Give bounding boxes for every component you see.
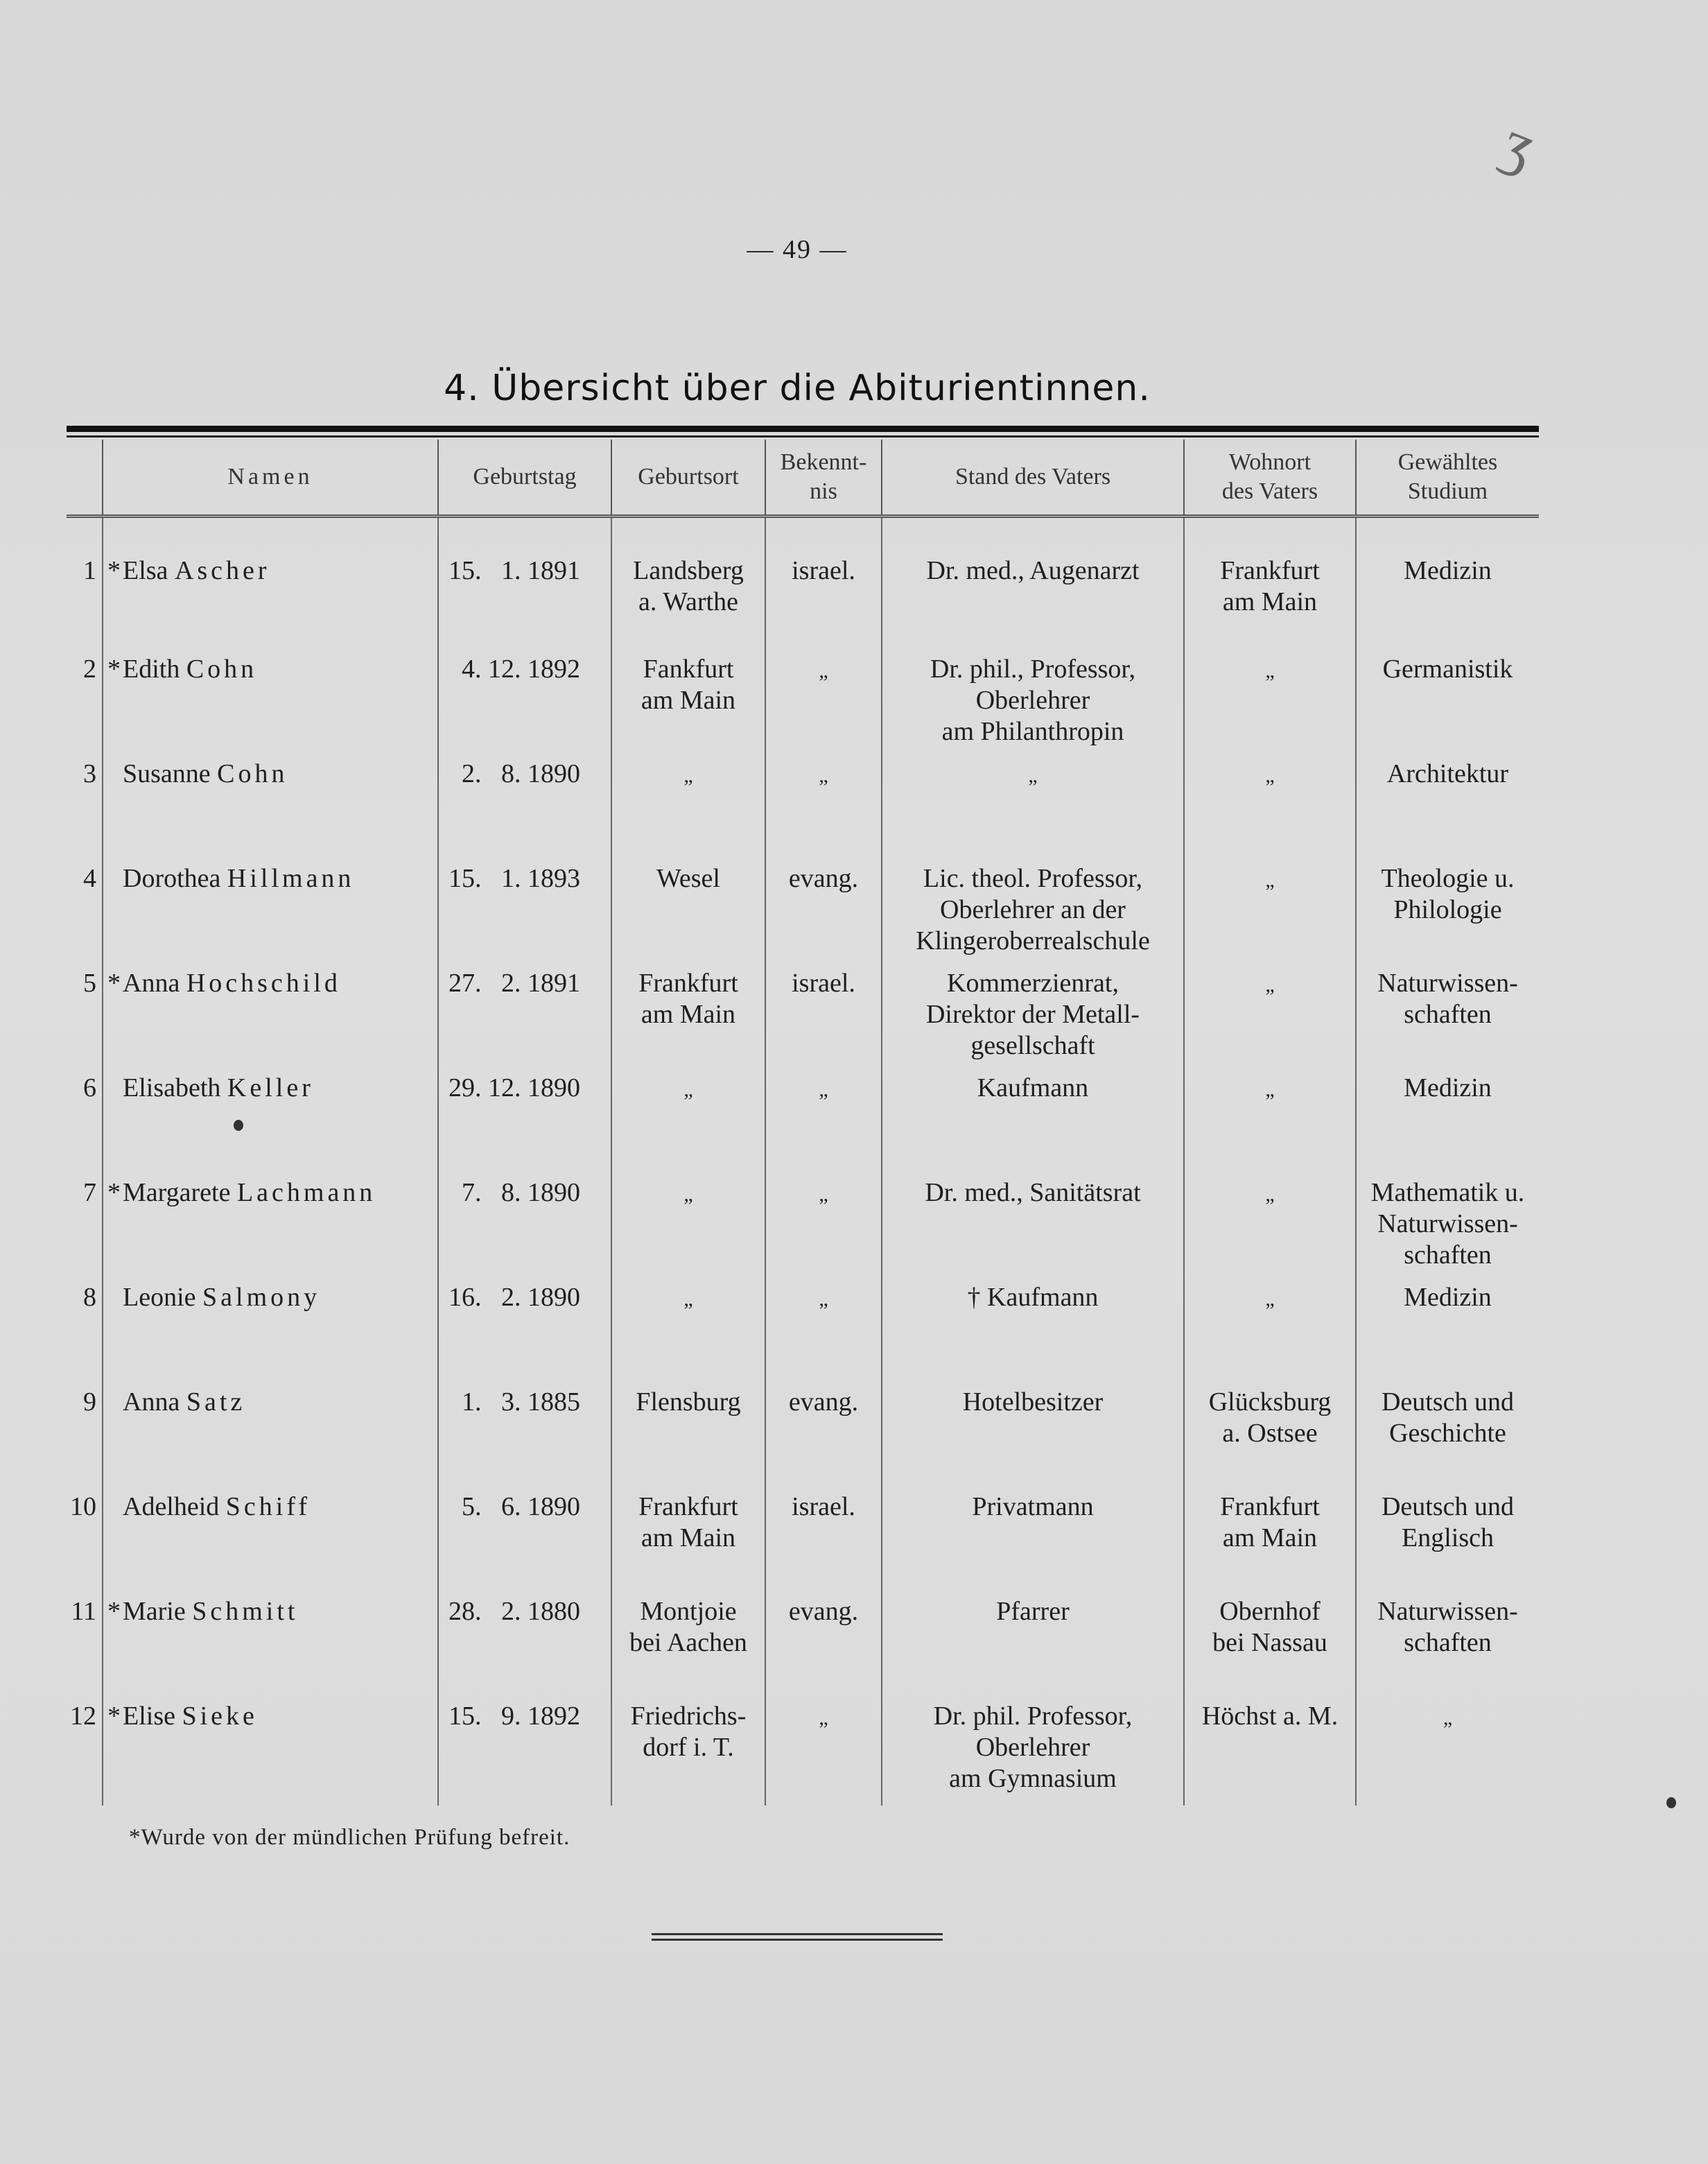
cell-father-residence-text: Frankfurt am Main	[1220, 1492, 1320, 1552]
last-name: Cohn	[217, 759, 288, 788]
cell-father-residence	[1184, 968, 1356, 1073]
ink-spot	[1666, 1797, 1676, 1808]
table-row	[67, 1491, 1539, 1596]
cell-birthday	[438, 517, 611, 655]
cell-study-text: Medizin	[1404, 1073, 1492, 1102]
cell-study	[1356, 517, 1539, 655]
last-name: Satz	[186, 1387, 246, 1417]
cell-father-residence-text: „	[1265, 1288, 1275, 1310]
cell-nr	[67, 968, 103, 1073]
table-row	[67, 1073, 1539, 1177]
cell-birthday	[438, 1701, 611, 1806]
cell-religion	[765, 1701, 882, 1806]
table-row	[67, 1387, 1539, 1491]
cell-nr-text: 10	[70, 1492, 96, 1521]
cell-study	[1356, 1177, 1539, 1282]
cell-birthday	[438, 968, 611, 1073]
cell-father-residence-text: Obernhof bei Nassau	[1212, 1597, 1327, 1657]
cell-father-residence-text: „	[1265, 869, 1275, 892]
cell-birthplace	[611, 1073, 765, 1177]
cell-father-occupation	[882, 1282, 1184, 1387]
cell-name	[103, 517, 438, 655]
cell-religion	[765, 1387, 882, 1491]
first-name: Anna	[123, 969, 180, 998]
cell-birthplace-text: Landsberg a. Warthe	[633, 556, 744, 616]
table-row	[67, 1177, 1539, 1282]
pencil-mark: ʒ	[1493, 107, 1546, 182]
cell-father-occupation-text: Dr. med., Sanitätsrat	[925, 1178, 1141, 1207]
cell-study-text: Theologie u. Philologie	[1381, 864, 1515, 924]
cell-nr	[67, 1073, 103, 1177]
table-header-row	[67, 440, 1539, 517]
cell-birthplace	[611, 1387, 765, 1491]
column-header-birthplace: Geburtsort	[611, 440, 765, 517]
cell-study-text: „	[1443, 1706, 1453, 1729]
cell-nr-text: 9	[83, 1387, 96, 1417]
cell-father-occupation	[882, 517, 1184, 655]
cell-study-text: Mathematik u. Naturwissen- schaften	[1370, 1178, 1525, 1270]
cell-father-occupation	[882, 1387, 1184, 1491]
cell-nr-text: 2	[83, 655, 96, 684]
cell-father-occupation-text: Kommerzienrat, Direktor der Metall- gesellschaft	[925, 969, 1140, 1060]
cell-nr	[67, 654, 103, 759]
cell-name	[103, 1387, 438, 1491]
cell-birthday-text: 2. 8. 1890	[448, 759, 580, 788]
cell-study-text: Naturwissen- schaften	[1377, 1597, 1518, 1657]
cell-father-occupation	[882, 759, 1184, 863]
cell-religion	[765, 1282, 882, 1387]
cell-father-residence-text: „	[1265, 1078, 1275, 1101]
cell-study	[1356, 1596, 1539, 1701]
cell-birthday	[438, 759, 611, 863]
cell-nr	[67, 517, 103, 655]
last-name: Salmony	[202, 1283, 321, 1312]
cell-father-residence	[1184, 863, 1356, 968]
cell-birthplace-text: Frankfurt am Main	[638, 1492, 738, 1552]
cell-birthplace	[611, 863, 765, 968]
column-header-religion: Bekennt- nis	[765, 440, 882, 517]
cell-nr	[67, 1282, 103, 1387]
column-header-nr	[67, 440, 103, 517]
cell-nr-text: 11	[71, 1597, 96, 1626]
table-row	[67, 863, 1539, 968]
last-name: Hillmann	[227, 864, 355, 893]
cell-name	[103, 1491, 438, 1596]
cell-father-residence	[1184, 1177, 1356, 1282]
page-number: — 49 —	[747, 235, 848, 264]
cell-study	[1356, 1073, 1539, 1177]
exemption-asterisk: *	[107, 1597, 121, 1626]
cell-nr-text: 4	[83, 864, 96, 893]
table-row	[67, 1282, 1539, 1387]
cell-birthday-text: 15. 1. 1891	[448, 556, 580, 585]
cell-birthday	[438, 1073, 611, 1177]
cell-religion	[765, 654, 882, 759]
cell-father-occupation-text: † Kaufmann	[967, 1283, 1099, 1312]
cell-nr-text: 5	[83, 969, 96, 998]
cell-father-residence-text: „	[1265, 973, 1275, 996]
cell-birthday-text: 27. 2. 1891	[448, 969, 580, 998]
cell-birthday	[438, 1596, 611, 1701]
cell-father-residence-text: „	[1265, 659, 1275, 682]
cell-nr	[67, 1387, 103, 1491]
cell-religion-text: israel.	[792, 1492, 855, 1521]
cell-nr-text: 8	[83, 1283, 96, 1312]
cell-birthday	[438, 1282, 611, 1387]
cell-birthplace-text: Friedrichs- dorf i. T.	[630, 1702, 747, 1762]
cell-birthday-text: 4. 12. 1892	[448, 655, 580, 684]
cell-birthday-text: 7. 8. 1890	[448, 1178, 580, 1207]
first-name: Adelheid	[123, 1492, 220, 1521]
cell-father-residence-text: „	[1265, 764, 1275, 787]
cell-study	[1356, 968, 1539, 1073]
column-header-father-occupation: Stand des Vaters	[882, 440, 1184, 517]
cell-father-occupation-text: Hotelbesitzer	[962, 1387, 1104, 1417]
cell-religion	[765, 1596, 882, 1701]
cell-name	[103, 1282, 438, 1387]
cell-birthplace-text: „	[683, 1183, 693, 1206]
table-row	[67, 968, 1539, 1073]
cell-birthplace-text: Frankfurt am Main	[638, 969, 738, 1029]
exemption-asterisk: *	[107, 655, 121, 684]
column-header-father-residence: Wohnort des Vaters	[1184, 440, 1356, 517]
cell-religion-text: evang.	[788, 1597, 859, 1626]
cell-birthday-text: 16. 2. 1890	[448, 1283, 580, 1312]
title-rule-thick	[67, 426, 1539, 432]
exemption-asterisk: *	[107, 1702, 121, 1731]
table-row	[67, 654, 1539, 759]
first-name: Leonie	[123, 1283, 196, 1312]
cell-birthplace	[611, 654, 765, 759]
cell-religion	[765, 1177, 882, 1282]
cell-father-occupation	[882, 863, 1184, 968]
cell-birthday-text: 1. 3. 1885	[448, 1387, 580, 1417]
cell-father-occupation-text: Dr. phil., Professor, Oberlehrer am Philanthropin	[930, 655, 1136, 746]
cell-religion	[765, 759, 882, 863]
cell-study	[1356, 1701, 1539, 1806]
cell-father-residence	[1184, 1596, 1356, 1701]
cell-father-occupation-text: Dr. phil. Professor, Oberlehrer am Gymnasium	[933, 1702, 1133, 1793]
ink-spot	[234, 1120, 243, 1131]
table-row	[67, 1596, 1539, 1701]
cell-birthday	[438, 1387, 611, 1491]
cell-birthplace	[611, 517, 765, 655]
exemption-asterisk: *	[107, 1178, 121, 1207]
cell-religion-text: evang.	[788, 1387, 859, 1417]
cell-name	[103, 654, 438, 759]
cell-religion	[765, 968, 882, 1073]
cell-religion-text: „	[819, 659, 828, 682]
cell-nr-text: 6	[83, 1073, 96, 1102]
cell-birthday-text: 28. 2. 1880	[448, 1597, 580, 1626]
cell-birthplace-text: Wesel	[656, 864, 720, 893]
cell-birthplace	[611, 759, 765, 863]
cell-religion-text: israel.	[792, 556, 855, 585]
table-row	[67, 517, 1539, 655]
cell-birthplace	[611, 1596, 765, 1701]
cell-religion-text: „	[819, 764, 828, 787]
cell-father-occupation	[882, 1701, 1184, 1806]
cell-father-residence	[1184, 1701, 1356, 1806]
table-body	[67, 517, 1539, 1806]
cell-birthplace	[611, 1177, 765, 1282]
first-name: Marie	[123, 1597, 186, 1626]
cell-father-occupation-text: Privatmann	[972, 1492, 1094, 1521]
cell-religion-text: „	[819, 1288, 828, 1310]
cell-nr-text: 12	[70, 1702, 96, 1731]
first-name: Elsa	[123, 556, 168, 585]
cell-birthday	[438, 654, 611, 759]
cell-father-residence-text: „	[1265, 1183, 1275, 1206]
title-rule-thin	[67, 435, 1539, 438]
cell-father-residence	[1184, 1073, 1356, 1177]
cell-birthday	[438, 863, 611, 968]
cell-father-residence	[1184, 759, 1356, 863]
cell-birthplace-text: Flensburg	[636, 1387, 741, 1417]
cell-study	[1356, 654, 1539, 759]
last-name: Cohn	[186, 655, 258, 684]
last-name: Sieke	[182, 1702, 258, 1731]
first-name: Elise	[123, 1702, 175, 1731]
cell-name	[103, 1177, 438, 1282]
first-name: Edith	[123, 655, 180, 684]
cell-study-text: Medizin	[1404, 556, 1492, 585]
cell-nr	[67, 1701, 103, 1806]
cell-nr	[67, 759, 103, 863]
cell-religion	[765, 1491, 882, 1596]
cell-father-occupation-text: Kaufmann	[977, 1073, 1089, 1102]
cell-name	[103, 1701, 438, 1806]
table-row	[67, 759, 1539, 863]
cell-study-text: Deutsch und Geschichte	[1381, 1387, 1515, 1448]
end-rule	[652, 1933, 943, 1935]
exemption-asterisk: *	[107, 556, 121, 585]
cell-religion-text: „	[819, 1078, 828, 1101]
cell-study	[1356, 863, 1539, 968]
cell-nr	[67, 1491, 103, 1596]
cell-father-occupation	[882, 1073, 1184, 1177]
last-name: Schmitt	[192, 1597, 299, 1626]
cell-religion	[765, 863, 882, 968]
cell-father-occupation-text: „	[1028, 764, 1038, 787]
cell-religion-text: „	[819, 1183, 828, 1206]
cell-nr-text: 7	[83, 1178, 96, 1207]
cell-study-text: Germanistik	[1382, 655, 1513, 684]
first-name: Elisabeth	[123, 1073, 221, 1102]
cell-father-occupation	[882, 968, 1184, 1073]
cell-study-text: Medizin	[1404, 1283, 1492, 1312]
cell-birthplace-text: Fankfurt am Main	[640, 655, 736, 715]
cell-father-residence-text: Glücksburg a. Ostsee	[1208, 1387, 1332, 1448]
cell-religion-text: „	[819, 1706, 828, 1729]
cell-birthplace-text: „	[683, 1078, 693, 1101]
cell-father-occupation	[882, 654, 1184, 759]
cell-father-residence-text: Frankfurt am Main	[1220, 556, 1320, 616]
cell-father-occupation	[882, 1491, 1184, 1596]
column-header-birthday: Geburtstag	[438, 440, 611, 517]
last-name: Lachmann	[236, 1178, 376, 1207]
cell-father-residence	[1184, 1491, 1356, 1596]
cell-study-text: Architektur	[1386, 759, 1509, 788]
cell-study-text: Deutsch und Englisch	[1381, 1492, 1515, 1552]
cell-birthplace	[611, 1491, 765, 1596]
last-name: Schiff	[225, 1492, 311, 1521]
first-name: Margarete	[123, 1178, 231, 1207]
cell-birthday-text: 15. 9. 1892	[448, 1702, 580, 1731]
cell-father-occupation-text: Dr. med., Augenarzt	[926, 556, 1140, 585]
cell-name	[103, 863, 438, 968]
cell-father-residence	[1184, 1387, 1356, 1491]
cell-religion-text: israel.	[792, 969, 855, 998]
cell-father-occupation	[882, 1596, 1184, 1701]
last-name: Hochschild	[186, 969, 341, 998]
cell-name	[103, 968, 438, 1073]
first-name: Anna	[123, 1387, 180, 1417]
cell-nr-text: 1	[83, 556, 96, 585]
last-name: Keller	[227, 1073, 314, 1102]
first-name: Dorothea	[123, 864, 221, 893]
cell-name	[103, 1073, 438, 1177]
cell-father-occupation-text: Pfarrer	[996, 1597, 1070, 1626]
cell-father-occupation	[882, 1177, 1184, 1282]
cell-birthday-text: 29. 12. 1890	[448, 1073, 580, 1102]
cell-father-residence	[1184, 517, 1356, 655]
cell-religion	[765, 517, 882, 655]
cell-birthplace	[611, 1701, 765, 1806]
cell-study	[1356, 1491, 1539, 1596]
cell-birthplace-text: „	[683, 1288, 693, 1310]
column-header-study: Gewähltes Studium	[1356, 440, 1539, 517]
cell-nr	[67, 863, 103, 968]
cell-father-residence	[1184, 654, 1356, 759]
cell-birthday-text: 5. 6. 1890	[448, 1492, 580, 1521]
cell-birthplace	[611, 1282, 765, 1387]
cell-birthplace-text: Montjoie bei Aachen	[629, 1597, 747, 1657]
cell-study-text: Naturwissen- schaften	[1377, 969, 1518, 1029]
footnote: *Wurde von der mündlichen Prüfung befreit.	[129, 1825, 570, 1850]
cell-religion	[765, 1073, 882, 1177]
cell-religion-text: evang.	[788, 864, 859, 893]
end-rule	[652, 1939, 943, 1941]
exemption-asterisk: *	[107, 969, 121, 998]
cell-nr	[67, 1596, 103, 1701]
cell-study	[1356, 759, 1539, 863]
cell-father-residence	[1184, 1282, 1356, 1387]
cell-nr	[67, 1177, 103, 1282]
cell-study	[1356, 1282, 1539, 1387]
first-name: Susanne	[123, 759, 211, 788]
table-row	[67, 1701, 1539, 1806]
cell-nr-text: 3	[83, 759, 96, 788]
cell-birthday	[438, 1491, 611, 1596]
graduates-table	[67, 440, 1539, 1806]
cell-birthplace-text: „	[683, 764, 693, 787]
column-header-name: Namen	[103, 440, 438, 517]
cell-father-occupation-text: Lic. theol. Professor, Oberlehrer an der Klingeroberrealschule	[916, 864, 1150, 955]
cell-study	[1356, 1387, 1539, 1491]
cell-name	[103, 759, 438, 863]
cell-name	[103, 1596, 438, 1701]
cell-birthday	[438, 1177, 611, 1282]
page-title: 4. Übersicht über die Abiturientinnen.	[444, 367, 1151, 409]
cell-birthday-text: 15. 1. 1893	[448, 864, 580, 893]
cell-father-residence-text: Höchst a. M.	[1201, 1702, 1339, 1731]
cell-birthplace	[611, 968, 765, 1073]
last-name: Ascher	[174, 556, 270, 585]
